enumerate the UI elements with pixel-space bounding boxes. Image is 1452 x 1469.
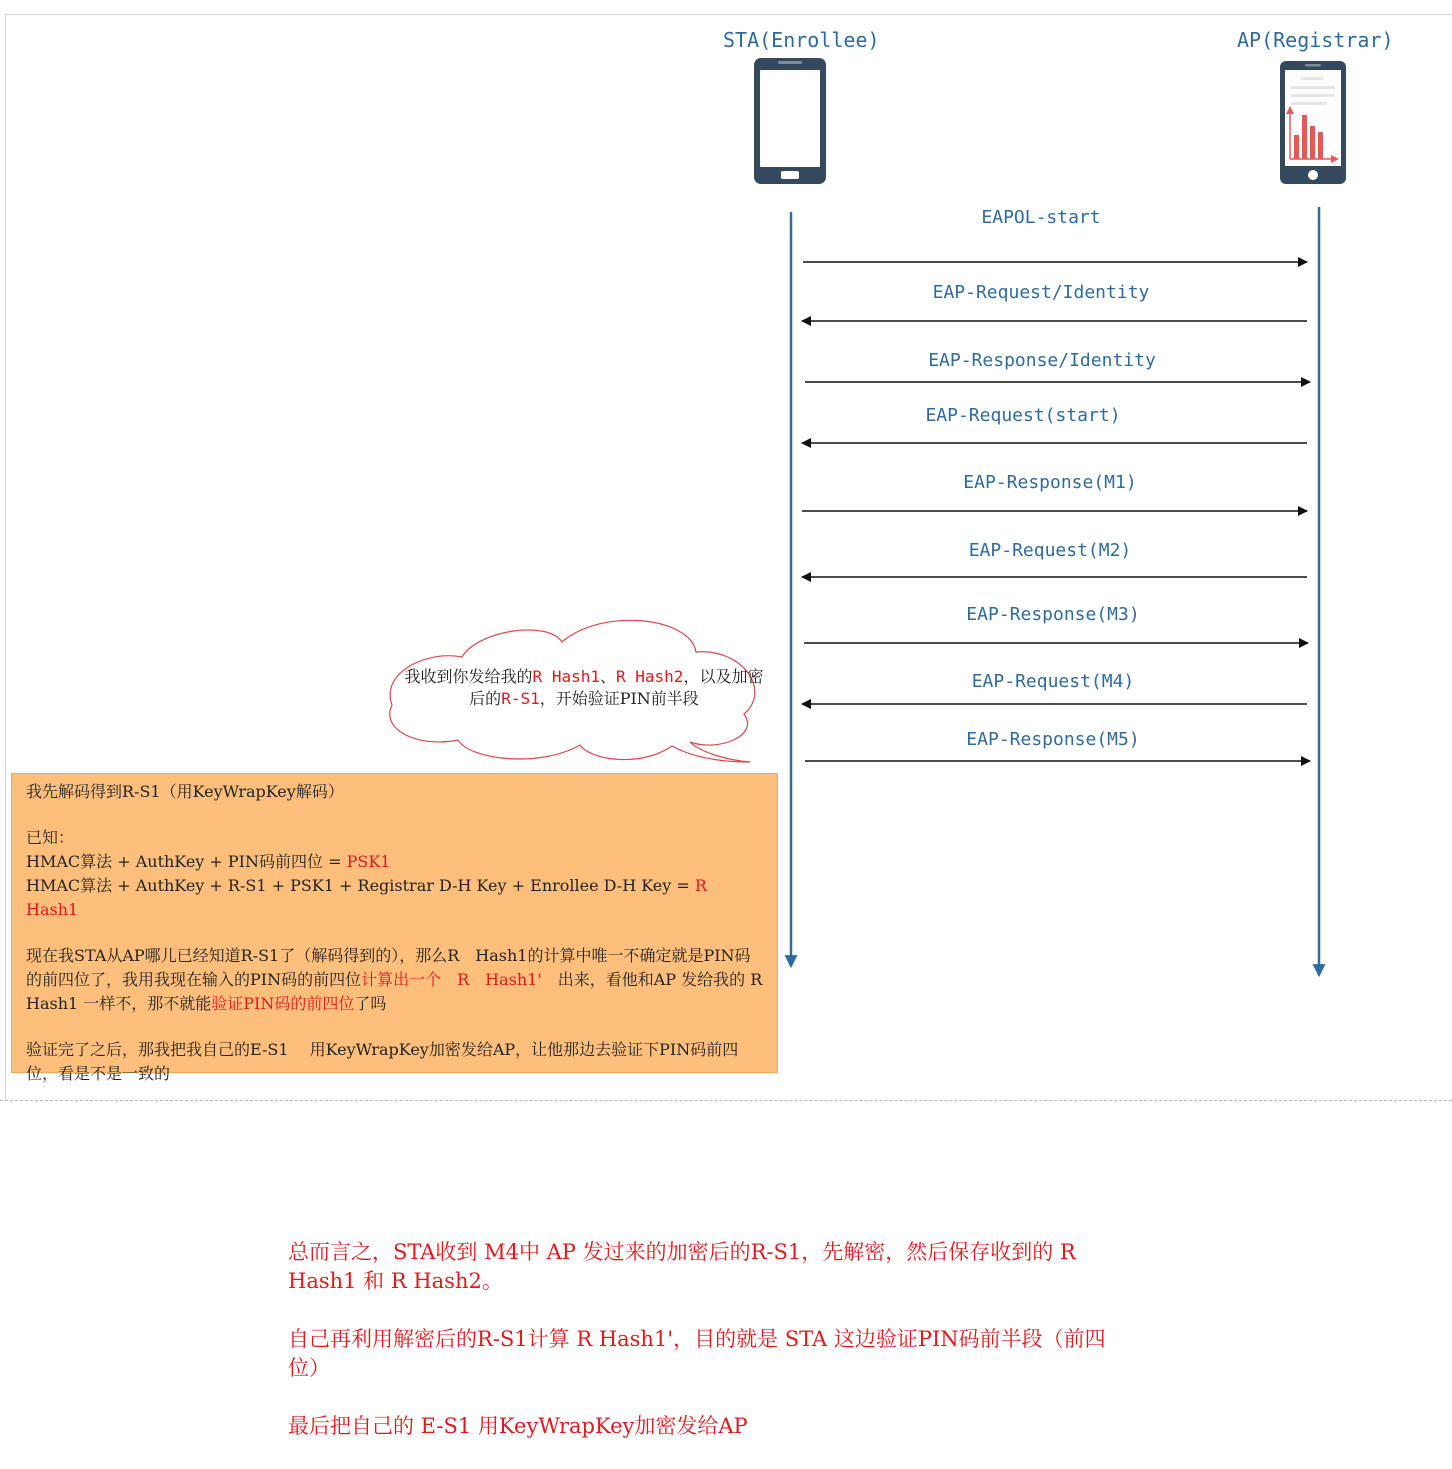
note-formula2: HMAC算法 + AuthKey + R-S1 + PSK1 + Registrar D-H Key + Enrollee D-H Key = R Hash1 [26,876,707,919]
note-paragraph3: 现在我STA从AP哪儿已经知道R-S1了（解码得到的），那么R Hash1的计算中唯一不确定就是PIN码的前四位了，我用我现在输入的PIN码的前四位计算出一个 R Hash1' 出来，看他和AP 发给我的 R Hash1 一样不，那不就能验证PIN码的前四位了吗 [26,946,763,1013]
message-label: EAP-Request(start) [925,405,1121,426]
message-label: EAP-Request/Identity [932,282,1150,303]
note-formula1: HMAC算法 + AuthKey + PIN码前四位 = PSK1 [26,852,391,871]
bubble-r-s1: R-S1 [501,689,540,708]
summary-paragraph: 总而言之，STA收到 M4中 AP 发过来的加密后的R-S1，先解密，然后保存收到的 R Hash1 和 R Hash2。 [288,1240,1076,1293]
message-label: EAP-Request(M4) [971,671,1135,692]
sta-label: STA(Enrollee) [723,28,880,52]
message-label: EAP-Response(M5) [966,729,1140,750]
message-label: EAP-Response/Identity [928,350,1156,371]
bubble-r-hash2: R Hash2 [616,667,684,686]
message-label: EAP-Request(M2) [968,540,1132,561]
message-label: EAP-Response(M3) [966,604,1140,625]
summary-paragraph: 自己再利用解密后的R-S1计算 R Hash1'，目的就是 STA 这边验证PIN码前半段（前四位） [288,1327,1106,1380]
page-break-line [0,1100,1452,1101]
bubble-text-part: ，以及加密后的 [469,667,764,708]
ap-label: AP(Registrar) [1237,28,1394,52]
summary-paragraph: 最后把自己的 E-S1 用KeyWrapKey加密发给AP [288,1414,748,1438]
bubble-text-part: ，开始验证PIN前半段 [539,689,699,708]
r-hash1-highlight: R Hash1 [26,876,707,919]
message-label: EAPOL-start [981,207,1101,228]
bubble-text-part: 我收到你发给我的 [404,667,533,686]
note-paragraph4: 验证完了之后，那我把我自己的E-S1 用KeyWrapKey加密发给AP，让他那边去验证下PIN码前四位，看是不是一致的 [26,1040,739,1083]
note-line1: 我先解码得到R-S1（用KeyWrapKey解码） [26,782,344,801]
bubble-text-part: 、 [599,667,616,686]
bubble-r-hash1: R Hash1 [532,667,600,686]
bubble-text [398,666,770,710]
calc-highlight: 计算出一个 R Hash1' [361,970,542,989]
psk1-highlight: PSK1 [346,852,391,871]
summary-text [288,1238,1128,1441]
note-known: 已知： [26,828,75,847]
note-box [11,773,778,1083]
message-label: EAP-Response(M1) [963,472,1137,493]
verify-highlight: 验证PIN码的前四位 [211,994,355,1013]
